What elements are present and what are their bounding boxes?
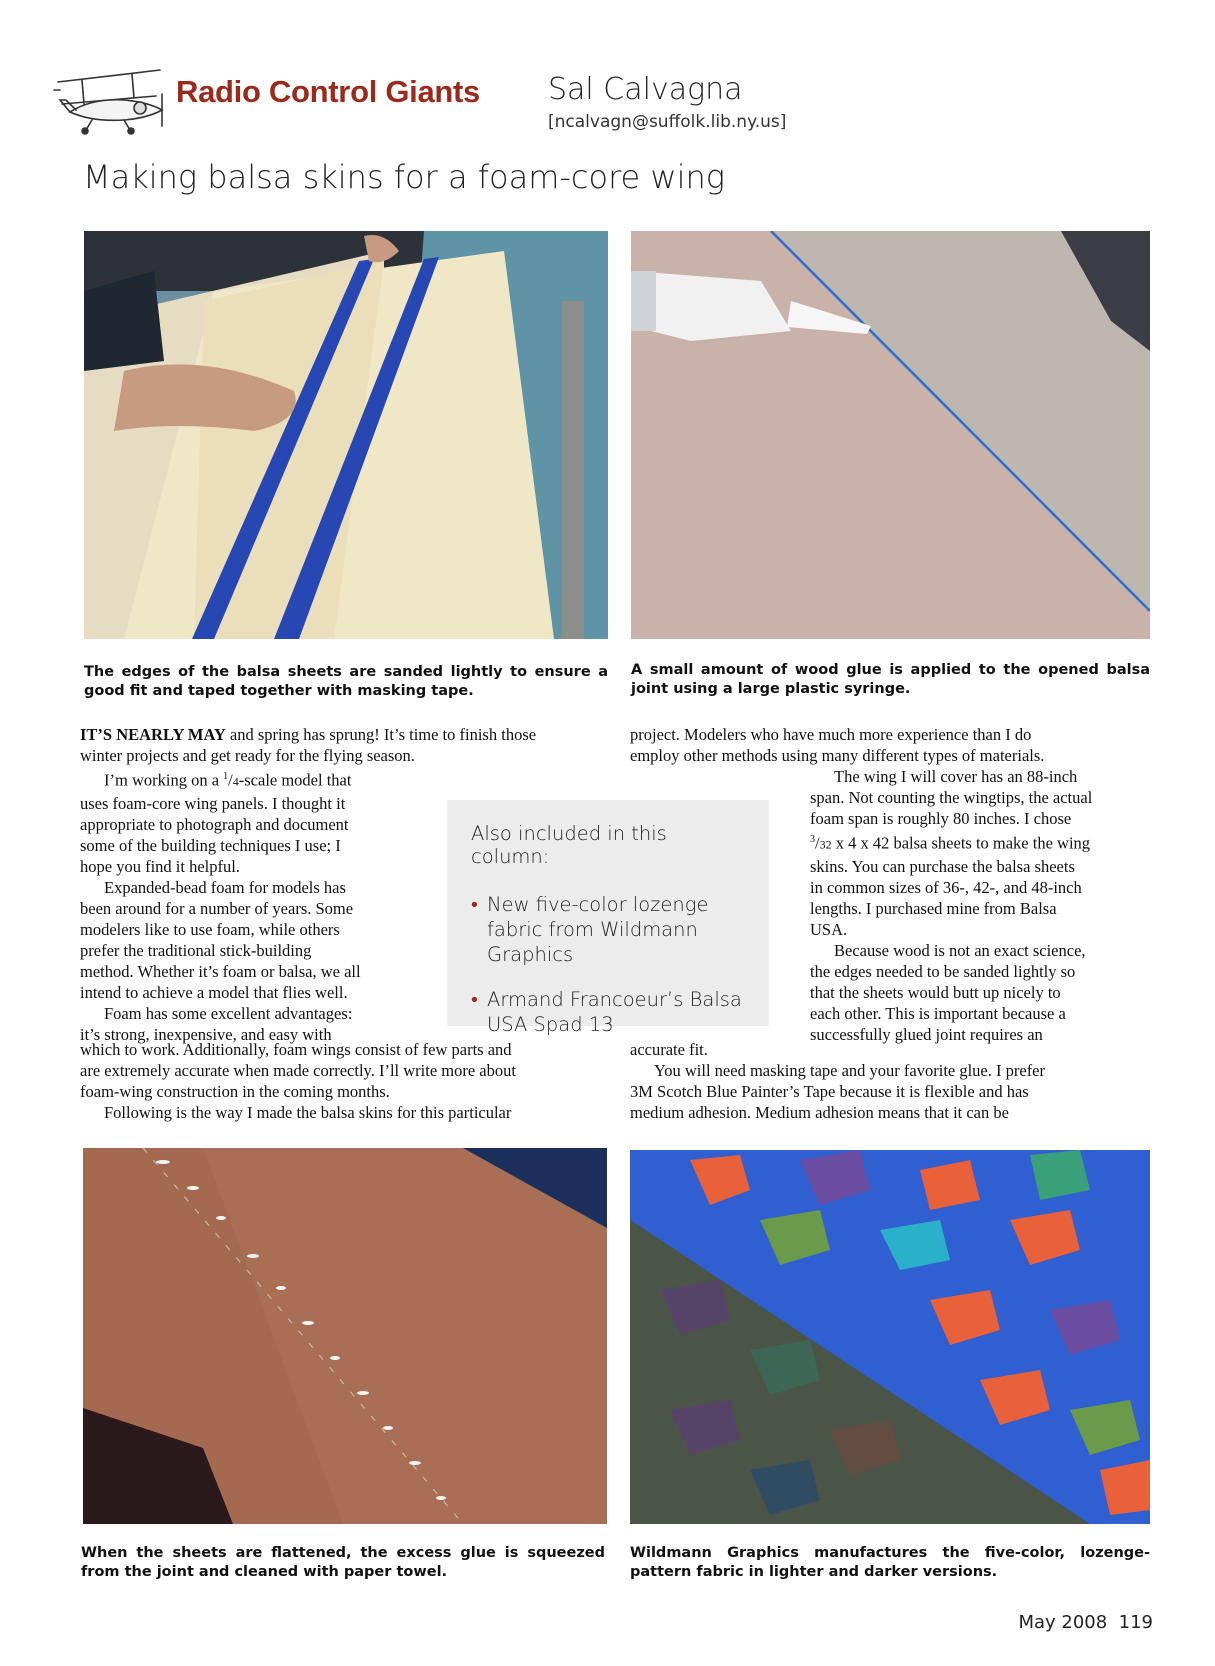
article-paragraph-8: You will need masking tape and your favorite glue. I prefer 3M Scotch Blue Painter’s Tape because it is flexible and has medium adhesion. Medium adhesion means that it can be xyxy=(630,1061,1046,1122)
author-name: Sal Calvagna xyxy=(548,72,743,107)
also-included-sidebar xyxy=(447,800,769,1036)
squeezed-glue-joint-photo xyxy=(83,1148,607,1524)
sidebar-title: Also included in this column: xyxy=(471,822,667,868)
glue-syringe-photo xyxy=(631,231,1150,639)
article-column-1-top xyxy=(80,724,580,766)
page-number: 119 xyxy=(1118,1612,1153,1633)
article-paragraph-7: Because wood is not an exact science, the edges needed to be sanded lightly so that the sheets would butt up nicely to each other. This is important because a successfully glued joint requires an xyxy=(810,940,1086,1044)
biplane-logo-icon xyxy=(52,60,170,136)
lead-in: IT’S NEARLY MAY xyxy=(80,725,226,744)
column-title: Radio Control Giants xyxy=(176,74,481,109)
lozenge-fabric-photo xyxy=(630,1150,1150,1524)
sidebar-item-spad: • Armand Francoeur’s Balsa USA Spad 13 xyxy=(471,988,742,1036)
article-column-2-top: project. Modelers who have much more experience than I do employ other methods using many different types of materials. xyxy=(630,725,1045,765)
article-paragraph-3: Expanded-bead foam for models has been around for a number of years. Some modelers like to use foam, while others prefer the traditional stick-building method. Whether it’s foam or balsa, we all intend to achieve a model that flies well. xyxy=(80,877,361,1002)
page-folio xyxy=(1018,1612,1153,1633)
photo-caption-4: Wildmann Graphics manufactures the five-color, lozenge-pattern fabric in lighter and darker versions. xyxy=(630,1545,1150,1580)
photo-caption-1: The edges of the balsa sheets are sanded lightly to ensure a good fit and taped together with masking tape. xyxy=(84,664,608,699)
sidebar-list xyxy=(471,892,749,1037)
article-paragraph-5: Following is the way I made the balsa skins for this particular xyxy=(104,1103,512,1122)
article-column-2-wrap xyxy=(810,766,1155,1045)
article-column-2-bottom: accurate fit. You will need masking tape and your favorite glue. I prefer 3M Scotch Blue Painter’s Tape because it is flexible and has medium adhesion. Medium adhesion means that it can be xyxy=(630,1039,1150,1123)
bullet-icon: • xyxy=(471,893,478,916)
bullet-icon: • xyxy=(471,988,478,1011)
article-paragraph-6: The wing I will cover has an 88-inch span. Not counting the wingtips, the actual foam span is roughly 80 inches. I chose $^3$/32 x 4 x 42 balsa sheets to make the wing skins. You can purchase the balsa sheets in common sizes of 36-, 42-, and 48-inch lengths. I purchased mine from Balsa USA. xyxy=(810,767,1093,939)
article-column-1-bottom: which to work. Additionally, foam wings consist of few parts and are extremely accurate when made correctly. I’ll write more about foam-wing construction in the coming months. Following is the way I made the balsa skins for this particular xyxy=(80,1039,610,1123)
article-headline: Making balsa skins for a foam-core wing xyxy=(83,158,725,196)
photo-caption-2: A small amount of wood glue is applied to the opened balsa joint using a large plastic syringe. xyxy=(631,662,1150,697)
article-column-1-wrap xyxy=(80,766,410,1045)
taped-balsa-sheets-photo xyxy=(84,231,608,639)
article-paragraph-4: Foam has some excellent advantages: it’s strong, inexpensive, and easy with xyxy=(80,1003,353,1044)
photo-caption-3: When the sheets are flattened, the excess glue is squeezed from the joint and cleaned with paper towel. xyxy=(81,1545,605,1580)
sidebar-item-fabric: • New five-color lozenge fabric from Wildmann Graphics xyxy=(471,893,709,966)
author-email: [ncalvagn@suffolk.lib.ny.us] xyxy=(548,112,787,132)
issue-date: May 2008 xyxy=(1018,1612,1108,1633)
article-paragraph-2: I’m working on a $^1$/4-scale model that uses foam-core wing panels. I thought it appropriate to photograph and document some of the building techniques I use; I hope you find it helpful. xyxy=(80,770,352,876)
article-paragraph-1: IT’S NEARLY MAY and spring has sprung! It’s time to finish those winter projects and get ready for the flying season. xyxy=(80,725,537,765)
